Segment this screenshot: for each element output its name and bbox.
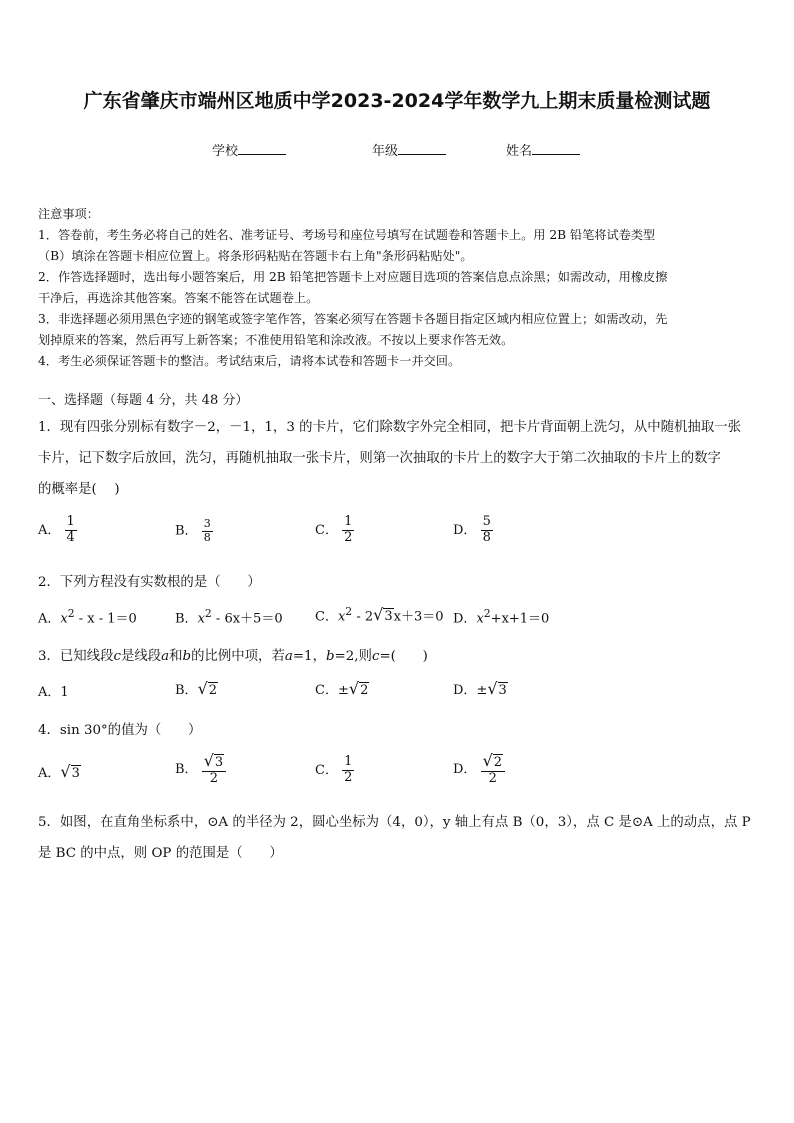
text: 和 — [169, 649, 183, 664]
square-root — [483, 752, 503, 771]
text: =( ) — [379, 649, 428, 664]
variable: x — [337, 609, 346, 625]
q3-option-a — [38, 681, 69, 700]
exponent: 2 — [204, 607, 212, 620]
square-root — [60, 762, 80, 781]
square-root — [198, 679, 218, 698]
notes-block — [38, 204, 758, 372]
question-4-stem: 4．sin 30°的值为（ ） — [38, 723, 202, 738]
expression: +x+1＝0 — [490, 611, 550, 627]
radicand: 2 — [208, 683, 218, 698]
q3-option-b — [175, 679, 218, 698]
square-root — [487, 679, 507, 698]
numerator — [202, 752, 226, 771]
text: 的比例中项，若 — [191, 649, 285, 664]
radical-sign: √ — [487, 679, 498, 698]
variable: a — [161, 649, 170, 664]
question-5-line: 是 BC 的中点，则 OP 的范围是（ ） — [38, 846, 283, 861]
variable: a — [284, 649, 293, 664]
notes-line: 2．作答选择题时，选出每小题答案后，用 2B 铅笔把答题卡上对应题目选项的答案信息点涂黑；如需改动，用橡皮擦 — [38, 270, 668, 284]
option-label: D． — [453, 761, 477, 777]
q2-option-a — [38, 607, 137, 626]
radicand: 3 — [71, 766, 80, 781]
name-field — [506, 140, 580, 159]
notes-line: （B）填涂在答题卡相应位置上。将条形码粘贴在答题卡右上角"条形码粘贴处"。 — [38, 249, 473, 263]
name-label: 姓名 — [506, 144, 533, 159]
denominator: 4 — [66, 529, 75, 545]
radicand: 3 — [498, 683, 507, 698]
q2-option-b — [175, 607, 283, 626]
notes-heading: 注意事项： — [38, 207, 99, 221]
denominator: 2 — [481, 771, 505, 787]
numerator: 1 — [344, 754, 353, 769]
question-3-stem — [38, 645, 428, 664]
option-label: D． — [453, 683, 477, 698]
radicand: 3 — [214, 755, 224, 770]
school-blank — [238, 140, 286, 155]
notes-line: 1．答卷前，考生务必将自己的姓名、准考证号、考场号和座位号填写在试题卷和答题卡上。用 2B 铅笔将试卷类型 — [38, 228, 656, 242]
q4-option-a — [38, 762, 81, 781]
exponent: 2 — [483, 607, 491, 620]
option-value: 1 — [60, 685, 69, 700]
page-title: 广东省肇庆市端州区地质中学2023-2024学年数学九上期末质量检测试题 — [83, 90, 711, 112]
variable: b — [325, 649, 335, 664]
variable: c — [113, 649, 121, 664]
q1-option-b — [175, 518, 213, 544]
variable: c — [371, 649, 380, 664]
square-root — [349, 679, 369, 698]
numerator: 1 — [344, 514, 353, 529]
grade-label: 年级 — [372, 144, 399, 159]
q2-option-d — [453, 607, 549, 626]
variable: b — [182, 649, 192, 664]
numerator: 3 — [203, 517, 211, 530]
fraction — [202, 752, 226, 787]
option-label: D． — [453, 611, 477, 627]
expression: - 2 — [352, 609, 374, 625]
question-5-line: 5．如图，在直角坐标系中，⊙A 的半径为 2，圆心坐标为（4，0），y 轴上有点 B（0，3），点 C 是⊙A 上的动点，点 P — [38, 815, 751, 830]
numerator: 5 — [482, 514, 491, 529]
square-root — [204, 752, 224, 771]
notes-line: 3．非选择题必须用黑色字迹的钢笔或签字笔作答，答案必须写在答题卡各题目指定区域内相应位置上；如需改动，先 — [38, 312, 668, 326]
text: =1， — [292, 649, 326, 664]
variable: x — [476, 611, 484, 627]
variable: x — [60, 611, 68, 627]
text: 是线段 — [120, 649, 162, 664]
option-label: C． — [315, 683, 338, 698]
expression: x＋3＝0 — [393, 609, 444, 625]
option-label: C． — [315, 609, 338, 625]
text: =2,则 — [334, 649, 372, 664]
radicand: 3 — [384, 609, 393, 625]
fraction — [342, 755, 354, 786]
grade-field — [372, 140, 446, 159]
option-label: D． — [453, 522, 477, 538]
option-label: C． — [315, 762, 338, 778]
q1-option-a — [38, 515, 77, 546]
option-label: A． — [38, 611, 61, 627]
plus-minus: ± — [476, 683, 488, 698]
question-2-stem: 2．下列方程没有实数根的是（ ） — [38, 575, 261, 590]
exponent: 2 — [67, 607, 75, 620]
school-label: 学校 — [212, 144, 239, 159]
radical-sign: √ — [60, 762, 71, 781]
q2-option-c — [315, 605, 443, 624]
grade-blank — [398, 140, 446, 155]
fraction — [481, 752, 505, 787]
option-label: B． — [175, 683, 198, 698]
radical-sign: √ — [373, 605, 384, 625]
q3-option-c — [315, 679, 369, 698]
name-blank — [532, 140, 580, 155]
option-label: A． — [38, 522, 61, 538]
q4-option-b — [175, 752, 226, 787]
radical-sign: √ — [348, 679, 360, 698]
option-label: B． — [175, 523, 198, 539]
radical-sign: √ — [482, 751, 493, 770]
option-label: A． — [38, 685, 61, 700]
question-1-line: 的概率是( ) — [38, 482, 120, 497]
denominator: 8 — [203, 530, 211, 544]
expression: - x - 1＝0 — [74, 611, 137, 627]
q1-option-c — [315, 515, 354, 546]
variable: x — [197, 611, 205, 627]
q4-option-c — [315, 755, 354, 786]
denominator: 8 — [482, 529, 491, 545]
school-field — [212, 140, 286, 159]
radicand: 2 — [360, 683, 369, 698]
exponent: 2 — [345, 605, 353, 618]
question-1-line: 卡片，记下数字后放回，洗匀，再随机抽取一张卡片，则第一次抽取的卡片上的数字大于第二次抽取的卡片上的数字 — [38, 451, 721, 466]
fraction — [65, 515, 77, 546]
fraction — [202, 518, 213, 544]
denominator: 2 — [202, 771, 226, 787]
numerator — [481, 752, 505, 771]
question-1-line: 1．现有四张分别标有数字－2，－1，1，3 的卡片，它们除数字外完全相同，把卡片背面朝上洗匀，从中随机抽取一张 — [38, 420, 741, 435]
expression: - 6x＋5＝0 — [211, 611, 283, 627]
option-label: B． — [175, 761, 198, 777]
denominator: 2 — [344, 529, 353, 545]
fraction — [342, 515, 354, 546]
radical-sign: √ — [197, 679, 208, 698]
text: 3．已知线段 — [38, 649, 114, 664]
fraction — [481, 515, 493, 546]
denominator: 2 — [344, 769, 353, 785]
notes-line: 4．考生必须保证答题卡的整洁。考试结束后，请将本试卷和答题卡一并交回。 — [38, 354, 461, 368]
q4-option-d — [453, 752, 505, 787]
q3-option-d — [453, 679, 508, 698]
square-root — [373, 605, 393, 624]
notes-line: 划掉原来的答案，然后再写上新答案；不准使用铅笔和涂改液。不按以上要求作答无效。 — [38, 333, 514, 347]
q1-option-d — [453, 515, 493, 546]
option-label: C． — [315, 522, 338, 538]
notes-line: 干净后，再选涂其他答案。答案不能答在试题卷上。 — [38, 291, 319, 305]
section-title: 一、选择题（每题 4 分，共 48 分） — [38, 393, 249, 408]
radicand: 2 — [493, 755, 503, 770]
plus-minus: ± — [337, 683, 349, 698]
option-label: A． — [38, 766, 61, 781]
numerator: 1 — [66, 514, 75, 529]
radical-sign: √ — [203, 751, 214, 770]
option-label: B． — [175, 611, 198, 627]
